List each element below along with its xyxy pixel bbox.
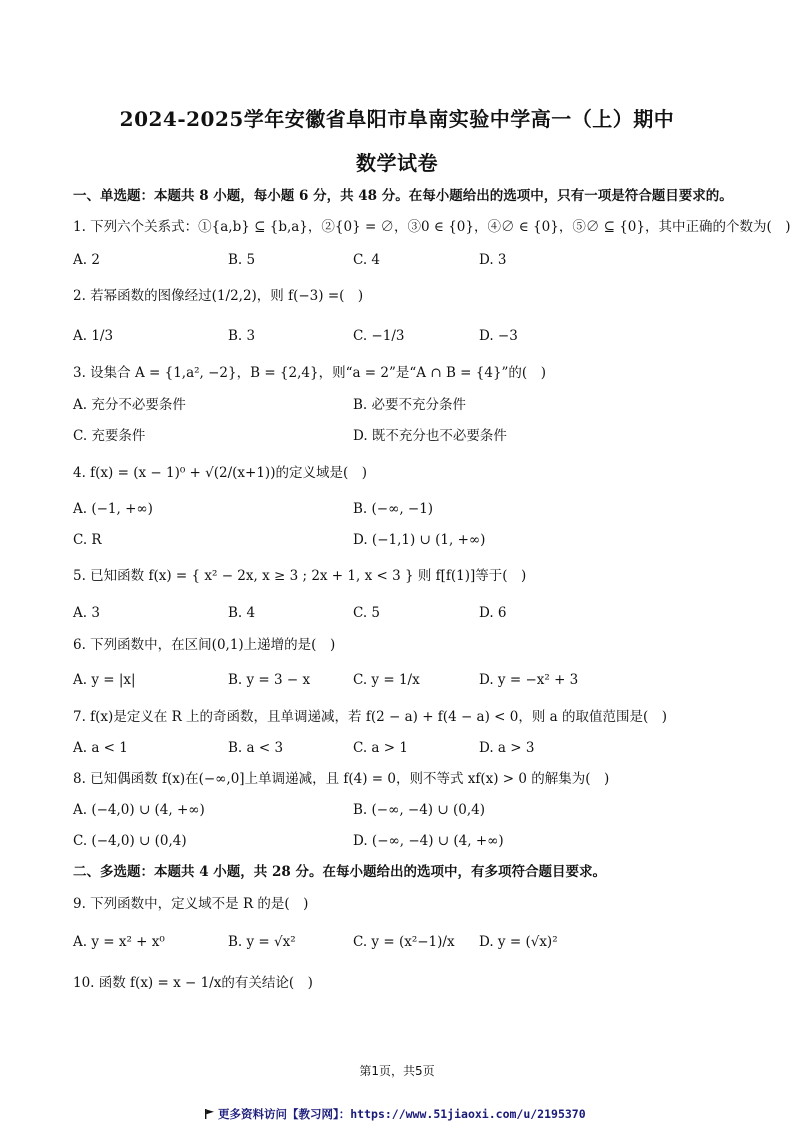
question-4-option-a: A. (−1, +∞) (73, 501, 153, 517)
question-3-option-a: A. 充分不必要条件 (73, 397, 186, 413)
question-7-option-b: B. a < 3 (228, 740, 284, 756)
question-4-stem: 4. f(x) = (x − 1)⁰ + √(2/(x+1))的定义域是( ) (73, 465, 368, 481)
question-9-option-c: C. y = (x²−1)/x (353, 934, 455, 950)
question-6-option-a: A. y = |x| (73, 672, 136, 688)
question-6-stem: 6. 下列函数中，在区间(0,1)上递增的是( ) (73, 637, 336, 653)
question-8-option-d: D. (−∞, −4) ∪ (4, +∞) (353, 833, 504, 849)
page-title: 2024-2025学年安徽省阜阳市阜南实验中学高一（上）期中 (119, 107, 675, 131)
page-number: 第1页，共5页 (359, 1064, 435, 1078)
flag-icon (205, 1109, 215, 1119)
question-5-option-a: A. 3 (73, 605, 100, 621)
question-5-stem: 5. 已知函数 f(x) = { x² − 2x, x ≥ 3 ; 2x + 1, x < 3 } 则 f[f(1)]等于( ) (73, 568, 527, 584)
question-1-option-d: D. 3 (479, 252, 507, 268)
question-1-option-c: C. 4 (353, 252, 381, 268)
question-3-option-b: B. 必要不充分条件 (353, 397, 467, 413)
question-5-option-c: C. 5 (353, 605, 381, 621)
question-8-option-a: A. (−4,0) ∪ (4, +∞) (73, 802, 205, 818)
question-3-stem: 3. 设集合 A = {1,a², −2}，B = {2,4}，则“a = 2”是“A ∩ B = {4}”的( ) (73, 365, 546, 381)
question-6-option-b: B. y = 3 − x (228, 672, 311, 688)
page-subtitle: 数学试卷 (356, 151, 438, 175)
question-9-option-b: B. y = √x² (228, 934, 296, 950)
question-1-option-a: A. 2 (73, 252, 100, 268)
question-10-stem: 10. 函数 f(x) = x − 1/x的有关结论( ) (73, 975, 313, 991)
question-7-option-c: C. a > 1 (353, 740, 408, 756)
question-7-option-a: A. a < 1 (73, 740, 128, 756)
question-2-option-a: A. 1/3 (73, 328, 114, 344)
question-5-option-d: D. 6 (479, 605, 507, 621)
question-7-stem: 7. f(x)是定义在 R 上的奇函数，且单调递减，若 f(2 − a) + f(4 − a) < 0，则 a 的取值范围是( ) (73, 709, 668, 725)
question-1-stem: 1. 下列六个关系式：①{a,b} ⊆ {b,a}，②{0} = ∅，③0 ∈ {0}，④∅ ∈ {0}，⑤∅ ⊆ {0}，其中正确的个数为( ) (73, 219, 791, 235)
question-2-option-c: C. −1/3 (353, 328, 405, 344)
section-heading-multi-choice: 二、多选题：本题共 4 小题，共 28 分。在每小题给出的选项中，有多项符合题目要求。 (73, 864, 606, 880)
question-3-option-c: C. 充要条件 (73, 428, 146, 444)
question-9-option-d: D. y = (√x)² (479, 934, 558, 950)
question-1-option-b: B. 5 (228, 252, 256, 268)
question-4-option-c: C. R (73, 532, 102, 548)
question-6-option-d: D. y = −x² + 3 (479, 672, 579, 688)
question-2-option-b: B. 3 (228, 328, 256, 344)
question-2-option-d: D. −3 (479, 328, 518, 344)
question-2-stem: 2. 若幂函数的图像经过(1/2,2)，则 f(−3) =( ) (73, 288, 364, 304)
section-heading-single-choice: 一、单选题：本题共 8 小题，每小题 6 分，共 48 分。在每小题给出的选项中，只有一项是符合题目要求的。 (73, 188, 733, 204)
question-7-option-d: D. a > 3 (479, 740, 535, 756)
question-4-option-d: D. (−1,1) ∪ (1, +∞) (353, 532, 486, 548)
question-4-option-b: B. (−∞, −1) (353, 501, 434, 517)
question-8-option-b: B. (−∞, −4) ∪ (0,4) (353, 802, 485, 818)
question-5-option-b: B. 4 (228, 605, 256, 621)
question-8-option-c: C. (−4,0) ∪ (0,4) (73, 833, 187, 849)
question-3-option-d: D. 既不充分也不必要条件 (353, 428, 507, 444)
question-8-stem: 8. 已知偶函数 f(x)在(−∞,0]上单调递减，且 f(4) = 0，则不等式 xf(x) > 0 的解集为( ) (73, 771, 610, 787)
question-9-stem: 9. 下列函数中，定义域不是 R 的是( ) (73, 896, 309, 912)
question-6-option-c: C. y = 1/x (353, 672, 420, 688)
footer-link-text: 更多资料访问【教习网】：https://www.51jiaoxi.com/u/2195370 (218, 1107, 586, 1121)
footer-link[interactable] (205, 1106, 586, 1122)
question-9-option-a: A. y = x² + x⁰ (73, 934, 165, 950)
